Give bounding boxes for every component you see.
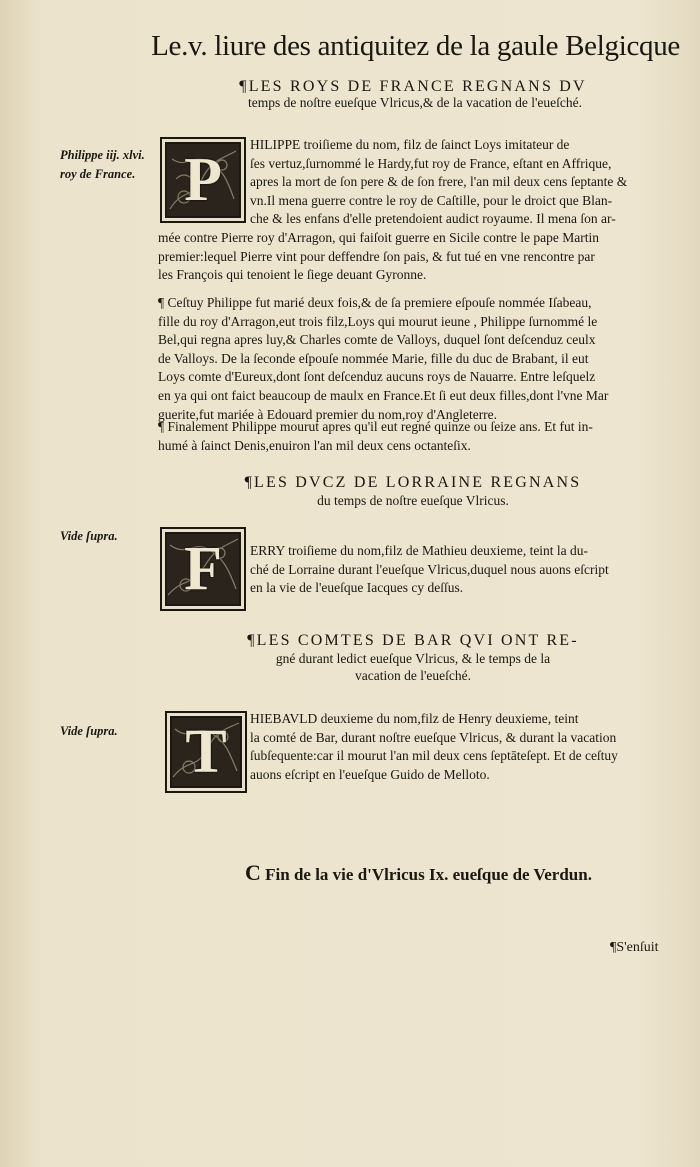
philippe-paragraph-full	[158, 229, 673, 285]
text-line: les François qui tenoient le ſiege deuant Gyronne.	[158, 267, 427, 283]
dropcap-p	[160, 137, 246, 223]
thiebauld-paragraph	[250, 710, 680, 784]
section-subtitle-ducs: du temps de noſtre eueſque Vlricus.	[317, 493, 509, 508]
text-line: ſes vertuz,ſurnommé le Hardy,fut roy de France, eſtant en Affrique,	[250, 155, 612, 171]
text-line: Loys comte d'Eureux,dont ſont deſcenduz aucuns roys de Nauarre. Entre leſquelz	[158, 369, 596, 385]
text-line: humé à ſainct Denis,enuiron l'an mil deux cens octanteſix.	[158, 437, 471, 453]
marginal-note-vide-2: Vide ſupra.	[60, 724, 118, 738]
section-title-ducs: ¶LES DVCZ DE LORRAINE REGNANS	[244, 474, 582, 491]
section-subtitle-rois: temps de noſtre eueſque Vlricus,& de la vacation de l'eueſché.	[248, 95, 582, 110]
running-head: Le.v. liure des antiquitez de la gaule Belgicque	[151, 30, 680, 62]
dropcap-letter: F	[184, 534, 222, 603]
section-subtitle-comtes-1: gné durant ledict eueſque Vlricus, & le temps de la	[275, 651, 551, 666]
text-line: guerite,fut mariée à Edouard premier du nom,roy d'Angleterre.	[158, 406, 498, 422]
mariages-paragraph	[158, 294, 673, 424]
dropcap-t	[165, 711, 247, 793]
text-line: ¶ Ceſtuy Philippe fut marié deux fois,& de ſa premiere eſpouſe nommée Iſabeau,	[158, 295, 592, 310]
section-subtitle-comtes-2: vacation de l'eueſché.	[355, 668, 471, 683]
marginal-note-philippe	[60, 146, 145, 184]
text-line: de Valloys. De la ſeconde eſpouſe nommée Marie, fille du duc de Brabant, il eut	[158, 350, 589, 366]
text-line: ſubſequente:car il mourut l'an mil deux cens ſeptāteſept. Et de ceſtuy	[250, 748, 618, 764]
section-title-rois: ¶LES ROYS DE FRANCE REGNANS DV	[239, 78, 587, 95]
text-line: la comté de Bar, durant noſtre eueſque Vlricus, & durant la vacation	[250, 729, 617, 745]
text-line: mée contre Pierre roy d'Arragon, qui faiſoit guerre en Sicile contre le pape Martin	[158, 230, 600, 245]
text-line: ché de Lorraine durant l'eueſque Vlricus,duquel nous auons eſcript	[250, 561, 609, 577]
text-line: fille du roy d'Arragon,eut trois filz,Loys qui mourut ieune , Philippe ſurnommé le	[158, 313, 598, 329]
dropcap-letter: P	[184, 145, 222, 214]
dropcap-letter: T	[185, 717, 227, 786]
text-line: vn.Il mena guerre contre le roy de Caſtille, pour le droict que Blan-	[250, 192, 613, 208]
catchword: ¶S'enſuit	[610, 940, 659, 955]
text-line: premier:lequel Pierre vint pour deffendre ſon pais, & fut tué en vne rencontre par	[158, 248, 595, 264]
marginal-note-vide-1: Vide ſupra.	[60, 529, 118, 543]
pilcrow-mark: C	[245, 860, 261, 885]
text-line: Bel,qui regna apres luy,& Charles comte de Valloys, duquel ſont deſcenduz ceulx	[158, 332, 596, 348]
text-line: che & les enfans d'elle pretendoient audict royaume. Il mena ſon ar-	[250, 211, 616, 227]
text-line: HIEBAVLD deuxieme du nom,filz de Henry deuxieme, teint	[250, 711, 579, 726]
text-line: HILIPPE troiſieme du nom, filz de ſainct Loys imitateur de	[250, 137, 570, 152]
marginal-note-line: roy de France.	[60, 167, 136, 181]
text-line: ERRY troiſieme du nom,filz de Mathieu deuxieme, teint la du-	[250, 543, 589, 558]
section-title-comtes: ¶LES COMTES DE BAR QVI ONT RE-	[247, 632, 579, 649]
philippe-paragraph-right	[250, 136, 680, 229]
text-line: apres la mort de ſon pere & de ſon frere, l'an mil deux cens ſeptante &	[250, 174, 628, 190]
finis-line	[245, 860, 592, 886]
text-line: auons eſcript en l'eueſque Guido de Melloto.	[250, 766, 490, 782]
dropcap-f	[160, 527, 246, 611]
marginal-note-line: Philippe iij. xlvi.	[60, 148, 145, 162]
text-line: ¶ Finalement Philippe mourut apres qu'il eut regné quinze ou ſeize ans. Et fut in-	[158, 419, 593, 434]
fin-philippe-paragraph	[158, 418, 673, 455]
text-line: en ya qui ont faict beaucoup de maulx en France.Et ſi eut deux filles,dont l'vne Mar	[158, 387, 609, 403]
text-line: en la vie de l'eueſque Iacques cy deſſus.	[250, 580, 464, 596]
ferry-paragraph	[250, 542, 680, 598]
finis-text: Fin de la vie d'Vlricus Ix. eueſque de Verdun.	[265, 865, 592, 884]
